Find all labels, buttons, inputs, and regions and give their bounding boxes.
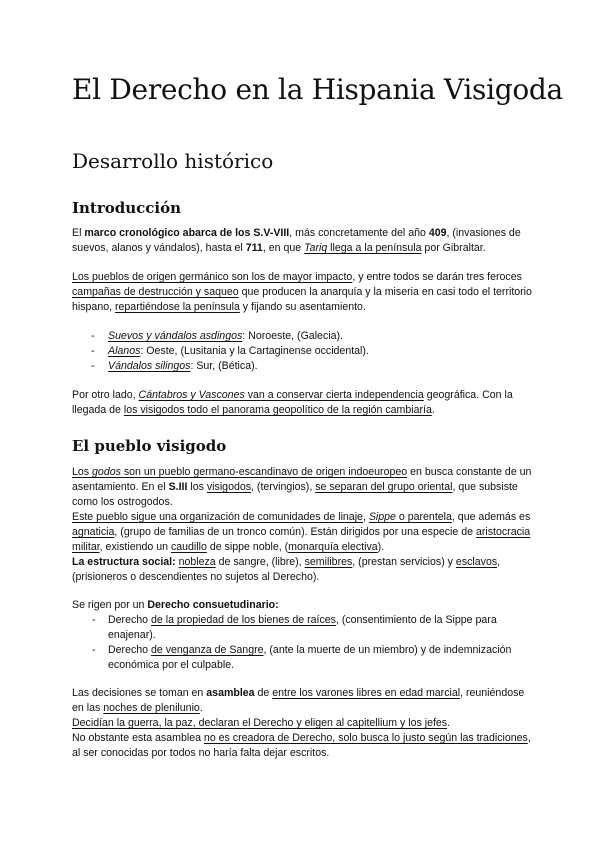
visigodo-heading: El pueblo visigodo <box>72 437 227 455</box>
list-item: - Suevos y vándalos asdingos: Noroeste, (Galecia). <box>72 329 532 344</box>
intro-paragraph-1: El marco cronológico abarca de los S.V-VIII, más concretamente del año 409, (invasiones de suevos, alanos y vándalos), hasta el 711, en que Tariq llega a la península por Gibraltar. <box>72 227 521 254</box>
derecho-list <box>90 613 532 673</box>
list-item: - Alanos: Oeste, (Lusitania y la Cartaginense occidental). <box>72 344 532 359</box>
intro-paragraph-2: Los pueblos de origen germánico son los de mayor impacto, y entre todos se darán tres feroces campañas de destrucción y saqueo que producen la anarquía y la miseria en casi todo el territorio hispano, repartiéndose la península y fijando su asentamiento. <box>72 271 532 313</box>
visigodo-paragraph-4: Se rigen por un Derecho consuetudinario: - Derecho de la propiedad de los bienes de raíces, (consentimiento de la Sippe para enajenar). - Derecho de venganza de Sangre, (ante la muerte de un miembro) y de indemnización económica por el culpable. <box>72 598 532 673</box>
visigodo-paragraph-1: Los godos son un pueblo germano-escandinavo de origen indoeuropeo en busca constante de un asentamiento. En el S.III los visigodos, (tervingios), se separan del grupo oriental, que subsiste como los ostrogodos. Este pueblo sigue una organización de comunidades de linaje, Sippe o parentela, que además es agnaticia, (grupo de familias de un tronco común). Están dirigidos por una especie de aristocracia militar, existiendo un caudillo de sippe noble, (monarquía electiva). La estructura social: nobleza de sangre, (libre), semilibres, (prestan servicios) y esclavos, (prisioneros o descendientes no sujetos al Derecho). <box>72 466 532 583</box>
list-item: - Vándalos silingos: Sur, (Bética). <box>72 359 532 374</box>
list-item: - Derecho de la propiedad de los bienes de raíces, (consentimiento de la Sippe para enajenar). <box>90 613 532 643</box>
visigodo-paragraph-5: Las decisiones se toman en asamblea de entre los varones libres en edad marcial, reuniéndose en las noches de plenilunio. Decidían la guerra, la paz, declaran el Derecho y eligen al capitellium y los jefes. No obstante esta asamblea no es creadora de Derecho, solo busca lo justo según las tradiciones, al ser conocidas por todos no haría falta dejar escritos. <box>72 687 531 759</box>
document-title: El Derecho en la Hispania Visigoda <box>72 73 563 106</box>
intro-paragraph-3: Por otro lado, Cántabros y Vascones van a conservar cierta independencia geográfica. Con la llegada de los visigodos todo el panorama geopolítico de la región cambiaría. <box>72 389 513 416</box>
section-heading: Desarrollo histórico <box>72 149 274 173</box>
list-item: - Derecho de venganza de Sangre, (ante la muerte de un miembro) y de indemnización económica por el culpable. <box>90 643 532 673</box>
intro-heading: Introducción <box>72 199 182 217</box>
intro-list <box>72 329 532 374</box>
